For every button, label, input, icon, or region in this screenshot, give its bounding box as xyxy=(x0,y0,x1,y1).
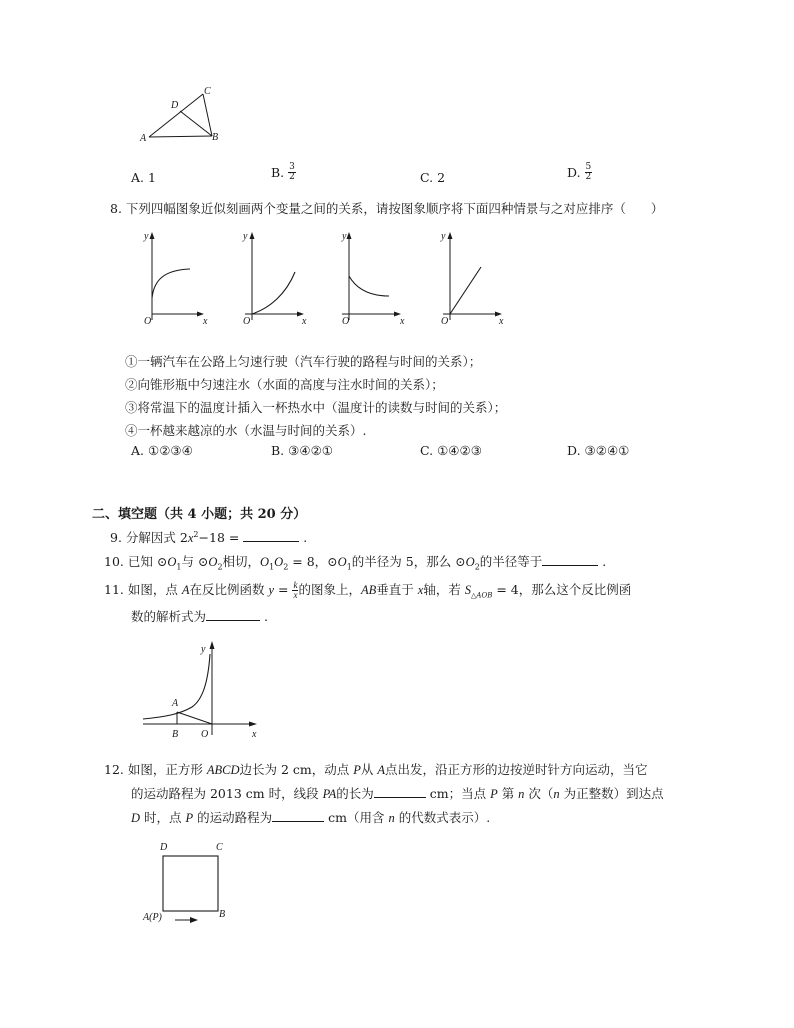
subscript: △AOB xyxy=(471,591,493,600)
option-value: ③④②① xyxy=(288,443,333,458)
question-number: 11. xyxy=(104,582,124,597)
option-key: A. xyxy=(131,170,145,185)
vertex-label-b: B xyxy=(212,132,219,143)
question-text: 垂直于 xyxy=(376,582,418,597)
fraction-numerator: 3 xyxy=(289,162,295,172)
subscript: 2 xyxy=(217,562,223,572)
square-vertex-d: D xyxy=(160,842,168,853)
option-key: D. xyxy=(567,165,581,180)
question-text: 在反比例函数 xyxy=(189,582,269,597)
math-var: O xyxy=(465,555,475,569)
question-number: 10. xyxy=(104,554,124,569)
option-value: ③②④① xyxy=(584,443,630,458)
math-var: x xyxy=(417,583,424,597)
question-12-line-3 xyxy=(131,808,490,826)
exponent: 2 xyxy=(193,529,199,539)
answer-blank-2[interactable] xyxy=(272,821,324,822)
option-value: 2 xyxy=(437,170,446,185)
vertex-label-c: C xyxy=(204,86,211,97)
question-12-line-1 xyxy=(104,760,648,778)
q8-option-a[interactable] xyxy=(131,443,193,458)
question-text: 如图，点 xyxy=(127,582,182,597)
fraction-denominator: 2 xyxy=(585,172,592,182)
question-number: 9. xyxy=(110,530,122,545)
question-text: 分解因式 2 xyxy=(125,530,188,545)
question-text: 轴，若 xyxy=(423,582,465,597)
question-text: 的代数式表示）. xyxy=(398,810,491,825)
graph-2-y-label: y xyxy=(243,231,248,242)
subscript: 1 xyxy=(176,562,182,572)
fig11-y-label: y xyxy=(201,644,206,655)
question-text: 次（ xyxy=(528,786,554,801)
math-var: ABCD xyxy=(206,763,240,777)
option-key: C. xyxy=(420,443,434,458)
graph-2 xyxy=(240,232,320,332)
answer-blank[interactable] xyxy=(206,620,260,621)
answer-blank-1[interactable] xyxy=(374,797,426,798)
square-vertex-b: B xyxy=(219,909,226,920)
question-10: 10. 已知 $⊙O_1$与 $⊙O_2$相切，$O_1O_2 = 8$，$⊙O_1$的半径为 5，那么 $⊙O_2$的半径等于 . xyxy=(104,554,607,572)
graph-3-y-label: y xyxy=(342,231,347,242)
graph-3-x-label: x xyxy=(400,316,405,327)
question-text: cm（用含 xyxy=(328,810,389,825)
question-text: 的运动路程为 2013 cm 时，线段 xyxy=(131,786,323,801)
fraction xyxy=(288,163,296,182)
question-text: 时，点 xyxy=(144,810,186,825)
question-11-line-2: 数的解析式为 . xyxy=(131,609,268,624)
q8-stem: 8. 下列四幅图象近似刻画两个变量之间的关系，请按图象顺序将下面四种情景与之对应排序（ ） xyxy=(110,201,664,216)
question-12-line-2 xyxy=(131,784,664,802)
fraction-denominator: x xyxy=(293,590,298,600)
q8-option-d[interactable] xyxy=(567,443,629,458)
question-text: = 4，那么这个反比例函 xyxy=(492,582,632,597)
question-text: 数的解析式为 xyxy=(131,609,207,624)
question-text: 相切， xyxy=(222,554,261,569)
q7-option-d[interactable] xyxy=(567,163,592,182)
q7-option-b[interactable] xyxy=(271,163,296,182)
fraction-denominator: 2 xyxy=(289,172,295,182)
graph-1-y-label: y xyxy=(144,231,149,242)
question-11-line-1 xyxy=(104,580,631,600)
fraction-numerator: 5 xyxy=(585,162,592,172)
q7-option-a[interactable] xyxy=(131,170,156,185)
fraction-numerator: k xyxy=(293,580,298,590)
fig11-x-label: x xyxy=(252,729,257,740)
option-key: B. xyxy=(271,443,285,458)
option-value: ①②③④ xyxy=(148,443,193,458)
scenario-3: ③将常温下的温度计插入一杯热水中（温度计的读数与时间的关系）； xyxy=(125,400,507,415)
answer-blank[interactable] xyxy=(542,565,598,566)
subscript: 1 xyxy=(346,562,352,572)
question-text: 点出发，沿正方形的边按逆时针方向运动，当它 xyxy=(385,762,648,777)
graph-1-origin-label: O xyxy=(144,316,152,327)
question-text: = 8，⊙ xyxy=(288,554,338,569)
graph-3-origin-label: O xyxy=(342,316,350,327)
option-value: ①④②③ xyxy=(437,443,482,458)
math-var: n xyxy=(518,787,525,801)
math-var: S xyxy=(464,583,472,597)
vertex-label-d: D xyxy=(171,100,179,111)
question-text: 与 ⊙ xyxy=(181,554,209,569)
question-text: 从 xyxy=(360,762,378,777)
scenario-2: ②向锥形瓶中匀速注水（水面的高度与注水时间的关系）； xyxy=(125,377,444,392)
question-text: 边长为 2 cm，动点 xyxy=(239,762,354,777)
question-text: 的图象上， xyxy=(298,582,361,597)
question-text: cm；当点 xyxy=(429,786,491,801)
graph-1-x-label: x xyxy=(203,316,208,327)
scenario-4: ④一杯越来越凉的水（水温与时间的关系）. xyxy=(125,423,367,438)
graph-4 xyxy=(438,232,518,332)
question-text: −18 = xyxy=(198,530,244,545)
question-number: 12. xyxy=(104,762,124,777)
math-var: A xyxy=(181,583,190,597)
question-text: 已知 ⊙ xyxy=(127,554,168,569)
math-symbol: = xyxy=(274,582,293,597)
math-var: n xyxy=(388,811,395,825)
inverse-function-graph xyxy=(140,640,270,740)
math-var: x xyxy=(187,531,194,545)
graph-2-origin-label: O xyxy=(243,316,251,327)
q7-option-c[interactable] xyxy=(420,170,445,185)
question-text: 如图，正方形 xyxy=(127,762,207,777)
math-var: O xyxy=(274,555,284,569)
square-vertex-a-p: A(P) xyxy=(143,912,162,923)
question-text: 的半径为 5，那么 ⊙ xyxy=(351,554,466,569)
q8-option-b[interactable] xyxy=(271,443,333,458)
math-var: A xyxy=(377,763,385,777)
q8-option-c[interactable] xyxy=(420,443,482,458)
vertex-label-a: A xyxy=(140,133,147,144)
graph-2-x-label: x xyxy=(302,316,307,327)
subscript: 1 xyxy=(269,562,275,572)
question-text: 为正整数）到达点 xyxy=(563,786,664,801)
math-var: PA xyxy=(322,787,337,801)
math-var: P xyxy=(490,787,498,801)
math-var: n xyxy=(553,787,560,801)
graph-4-y-label: y xyxy=(441,231,446,242)
fig11-point-b: B xyxy=(172,729,179,740)
math-var: P xyxy=(185,811,194,825)
option-key: D. xyxy=(567,443,581,458)
option-key: C. xyxy=(420,170,434,185)
answer-blank[interactable] xyxy=(243,541,299,542)
square-vertex-c: C xyxy=(216,842,223,853)
math-var: AB xyxy=(360,583,377,597)
subscript: 2 xyxy=(283,562,289,572)
option-value: 1 xyxy=(148,170,156,185)
graph-1 xyxy=(140,232,220,332)
math-var: D xyxy=(131,811,141,825)
subscript: 2 xyxy=(474,562,480,572)
question-9: 9. 分解因式 $2x^2-18$ = . xyxy=(110,529,308,545)
question-text: 的半径等于 xyxy=(479,554,543,569)
fig11-origin: O xyxy=(201,729,209,740)
question-text: 第 xyxy=(501,786,519,801)
math-var: O xyxy=(167,555,177,569)
graph-4-x-label: x xyxy=(499,316,504,327)
math-var: O xyxy=(260,555,270,569)
math-var: O xyxy=(337,555,347,569)
scenario-1: ①一辆汽车在公路上匀速行驶（汽车行驶的路程与时间的关系）； xyxy=(125,354,482,369)
math-var: O xyxy=(208,555,218,569)
option-key: A. xyxy=(131,443,145,458)
fraction xyxy=(585,163,593,182)
question-text: 的运动路程为 xyxy=(197,810,273,825)
fig11-point-a: A xyxy=(172,698,179,709)
question-text: 的长为 xyxy=(336,786,374,801)
math-var: P xyxy=(353,763,361,777)
math-var: y xyxy=(268,583,275,597)
section-title: 二、填空题（共 4 小题；共 20 分） xyxy=(92,507,307,522)
option-key: B. xyxy=(271,165,285,180)
graph-4-origin-label: O xyxy=(441,316,449,327)
